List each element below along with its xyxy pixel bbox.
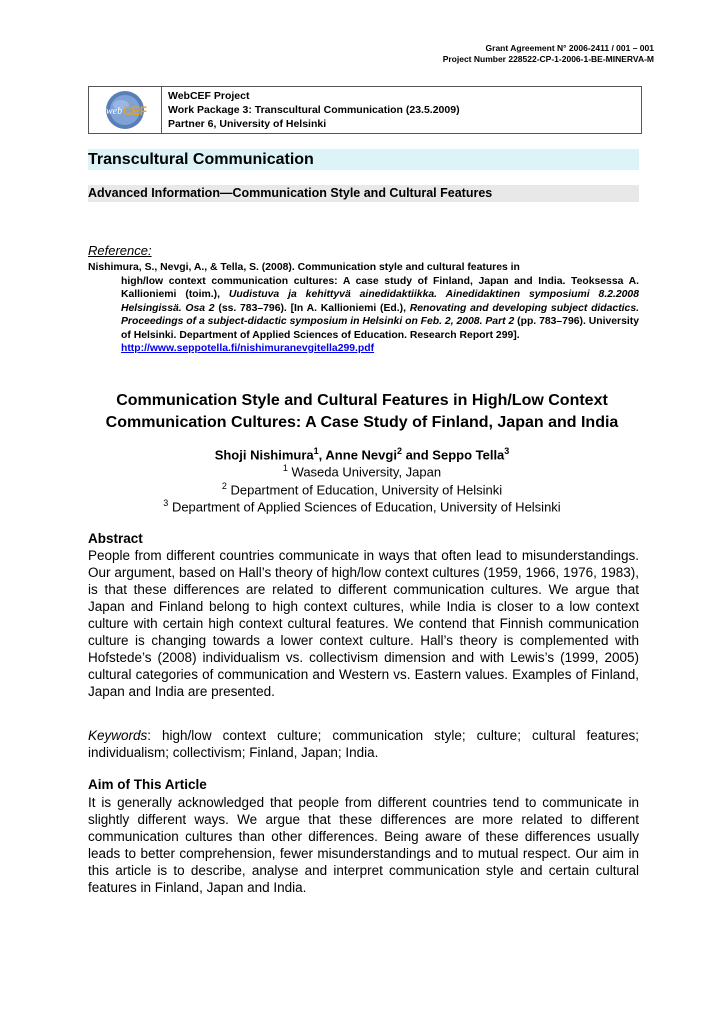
subsection-title: Advanced Information—Communication Style and Cultural Features bbox=[88, 185, 639, 202]
affil-2-text: Department of Education, University of Helsinki bbox=[230, 482, 503, 498]
project-name: WebCEF Project bbox=[168, 90, 250, 102]
reference-body bbox=[88, 275, 639, 356]
reference-block bbox=[88, 261, 639, 356]
webcef-logo bbox=[89, 87, 162, 133]
authors bbox=[70, 446, 654, 462]
affil-2-sup: 2 bbox=[221, 481, 227, 491]
reference-part3-italic: Renovating and developing subject didactics. Proceedings of a subject-didactic symposium in Helsinki on Feb. 2, 2008. Part 2 bbox=[121, 302, 639, 327]
author-sep-1: , bbox=[318, 447, 326, 463]
partner: Partner 6, University of Helsinki bbox=[168, 118, 327, 130]
project-number: Project Number 228522-CP-1-2006-1-BE-MINERVA-M bbox=[442, 54, 654, 64]
grant-agreement: Grant Agreement N° 2006-2411 / 001 – 001 bbox=[485, 43, 654, 53]
section-title: Transcultural Communication bbox=[88, 149, 639, 170]
affil-3-sup: 3 bbox=[163, 498, 169, 508]
article-title-line1: Communication Style and Cultural Features in High/Low Context bbox=[116, 392, 608, 409]
reference-label: Reference: bbox=[88, 243, 152, 258]
author-2: Anne Nevgi bbox=[325, 447, 397, 463]
keywords-text: : high/low context culture; communication style; culture; cultural features; individualism; collectivism; Finland, Japan; India. bbox=[88, 728, 639, 760]
aim-text: It is generally acknowledged that people from different countries tend to communicate in slightly different ways. We argue that these differences are more related to different communication cultures than other differences. Being aware of these differences usually leads to better comprehension, fewer misunderstandings and to mutual respect. Our aim in this article is to describe, analyse and interpret communication style and certain cultural features in Finland, Japan and India. bbox=[88, 795, 639, 895]
affiliation-2 bbox=[70, 481, 654, 497]
article-title bbox=[70, 390, 654, 434]
project-header-text bbox=[162, 87, 466, 133]
affil-1-sup: 1 bbox=[282, 463, 288, 473]
reference-part3: (ss. 783–796). [In A. Kallioniemi (Ed.), bbox=[218, 302, 406, 314]
keywords-label: Keywords bbox=[88, 728, 148, 743]
reference-line1: Nishimura, S., Nevgi, A., & Tella, S. (2008). Communication style and cultural features in bbox=[88, 262, 520, 273]
reference-part2: high/low context communication cultures: A case study of Finland, Japan and India. Teoksessa A. Kallioniemi (toim.), bbox=[121, 275, 639, 300]
author-sep-2: and bbox=[401, 447, 433, 463]
author-2-sup: 2 bbox=[396, 446, 402, 456]
work-package: Work Package 3: Transcultural Communication (23.5.2009) bbox=[168, 104, 460, 116]
author-3-sup: 3 bbox=[504, 446, 510, 456]
abstract-text: People from different countries communicate in ways that often lead to misunderstandings. Our argument, based on Hall’s theory of high/low context cultures (1959, 1966, 1976, 1983), is that these differences are related to different communication cultures. We argue that Japan and Finland belong to high context cultures, while India is closer to a low context culture with certain high context cultural features. We contend that Finnish communication culture is changing towards a lower context culture. Hall’s theory is complemented with Hofstede’s (2008) individualism vs. collectivism dimension and with Lewis’s (1999, 2005) cultural categories of communication and Western vs. Eastern values. Examples of Finland, Japan and India are presented. bbox=[88, 548, 639, 699]
author-3: Seppo Tella bbox=[432, 447, 505, 463]
reference-part2-italic: Uudistuva ja kehittyvä ainedidaktiikka. Ainedidaktinen symposiumi 8.2.2008 Helsingissä. Osa 2 bbox=[121, 289, 639, 314]
grant-info bbox=[443, 43, 654, 65]
affiliation-1 bbox=[70, 463, 654, 479]
author-1: Shoji Nishimura bbox=[214, 447, 314, 463]
keywords-paragraph bbox=[88, 727, 639, 761]
project-header-box bbox=[88, 86, 642, 134]
affil-3-text: Department of Applied Sciences of Education, University of Helsinki bbox=[171, 499, 561, 515]
logo-web-text: web bbox=[106, 106, 123, 117]
reference-link[interactable]: http://www.seppotella.fi/nishimuranevgitella299.pdf bbox=[121, 343, 375, 354]
aim-heading: Aim of This Article bbox=[88, 777, 207, 792]
author-1-sup: 1 bbox=[313, 446, 319, 456]
article-title-line2: Communication Cultures: A Case Study of Finland, Japan and India bbox=[105, 414, 619, 431]
logo-cef-text: CEF bbox=[123, 104, 147, 118]
affil-1-text: Waseda University, Japan bbox=[291, 464, 442, 480]
affiliation-3 bbox=[70, 498, 654, 514]
reference-part4: (pp. 783–796). University of Helsinki. Department of Applied Sciences of Education. Research Report 299]. bbox=[121, 316, 639, 341]
abstract-heading: Abstract bbox=[88, 531, 143, 546]
